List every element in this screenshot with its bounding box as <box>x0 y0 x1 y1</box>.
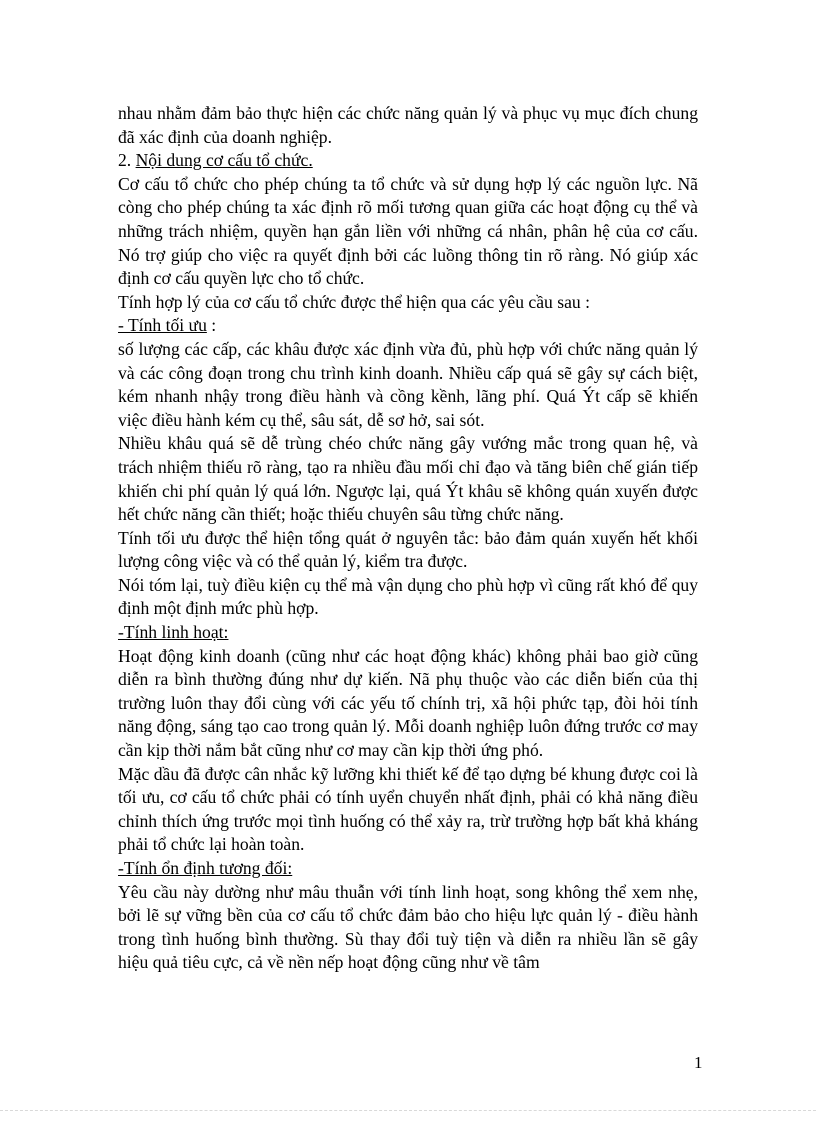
page-bottom-rule <box>0 1110 816 1111</box>
subheading-toi-uu <box>118 314 698 338</box>
subheading-linh-hoat: -Tính linh hoạt: <box>118 622 229 643</box>
paragraph: Tính hợp lý của cơ cấu tổ chức được thể hiện qua các yêu cầu sau : <box>118 291 590 312</box>
paragraph: Hoạt động kinh doanh (cũng như các hoạt động khác) không phải bao giờ cũng diễn ra bình thường đúng như dự kiến. Nã phụ thuộc vào các diễn biến của thị trường luôn thay đổi cùng với các yếu tố chính trị, xã hội phức tạp, đòi hỏi tính năng động, sáng tạo cao trong quản lý. Mỗi doanh nghiệp luôn đứng trước cơ may cần kịp thời nắm bắt cũng như cơ may cần kịp thời ứng phó. <box>118 645 698 761</box>
subheading-toi-uu-label: - Tính tối ưu <box>118 315 207 336</box>
subheading-toi-uu-suffix: : <box>206 315 217 336</box>
paragraph: Nói tóm lại, tuỳ điều kiện cụ thể mà vận dụng cho phù hợp vì cũng rất khó để quy định một định mức phù hợp. <box>118 574 698 619</box>
paragraph: số lượng các cấp, các khâu được xác định vừa đủ, phù hợp với chức năng quản lý và các công đoạn trong chu trình kinh doanh. Nhiều cấp quá sẽ gây sự cách biệt, kém nhanh nhậy trong điều hành và cồng kềnh, lãng phí. Quá Ýt cấp sẽ khiến việc điều hành kém cụ thể, sâu sát, dễ sơ hở, sai sót. <box>118 338 698 430</box>
section-number: 2. <box>118 150 136 171</box>
paragraph: Nhiều khâu quá sẽ dễ trùng chéo chức năng gây vướng mắc trong quan hệ, và trách nhiệm thiếu rõ ràng, tạo ra nhiều đầu mối chỉ đạo và tăng biên chế gián tiếp khiến chi phí quản lý quá lớn. Ngược lại, quá Ýt khâu sẽ không quán xuyến được hết chức năng cần thiết; hoặc thiếu chuyên sâu từng chức năng. <box>118 433 698 525</box>
paragraph: nhau nhằm đảm bảo thực hiện các chức năng quản lý và phục vụ mục đích chung đã xác định của doanh nghiệp. <box>118 103 698 147</box>
paragraph: Mặc dầu đã được cân nhắc kỹ lưỡng khi thiết kế để tạo dựng bé khung được coi là tối ưu, cơ cấu tổ chức phải có tính uyển chuyển nhất định, phải có khả năng điều chỉnh thích ứng trước mọi tình huống có thể xảy ra, trừ trường hợp bất khả kháng phải tổ chức lại hoàn toàn. <box>118 763 698 855</box>
paragraph: Yêu cầu này dường như mâu thuẫn với tính linh hoạt, song không thể xem nhẹ, bởi lẽ sự vững bền của cơ cấu tổ chức đảm bảo cho hiệu lực quản lý - điều hành trong tình huống bình thường. Sù thay đổi tuỳ tiện và diễn ra nhiều lần sẽ gây hiệu quả tiêu cực, cả về nền nếp hoạt động cũng như về tâm <box>118 881 698 973</box>
paragraph: Tính tối ưu được thể hiện tổng quát ở nguyên tắc: bảo đảm quán xuyến hết khối lượng công việc và có thể quản lý, kiểm tra được. <box>118 527 698 572</box>
document-body <box>118 102 698 975</box>
section-title: Nội dung cơ cấu tổ chức. <box>135 150 313 171</box>
page-number: 1 <box>694 1053 703 1072</box>
section-heading <box>118 149 698 173</box>
subheading-on-dinh: -Tính ổn định tương đối: <box>118 858 293 878</box>
paragraph: Cơ cấu tổ chức cho phép chúng ta tổ chức và sử dụng hợp lý các nguồn lực. Nã còng cho phép chúng ta xác định rõ mối tương quan giữa các hoạt động cụ thể và những trách nhiệm, quyền hạn gắn liền với những cá nhân, phân hệ của cơ cấu. Nó trợ giúp cho việc ra quyết định bởi các luồng thông tin rõ ràng. Nó giúp xác định cơ cấu quyền lực cho tổ chức. <box>118 173 698 289</box>
